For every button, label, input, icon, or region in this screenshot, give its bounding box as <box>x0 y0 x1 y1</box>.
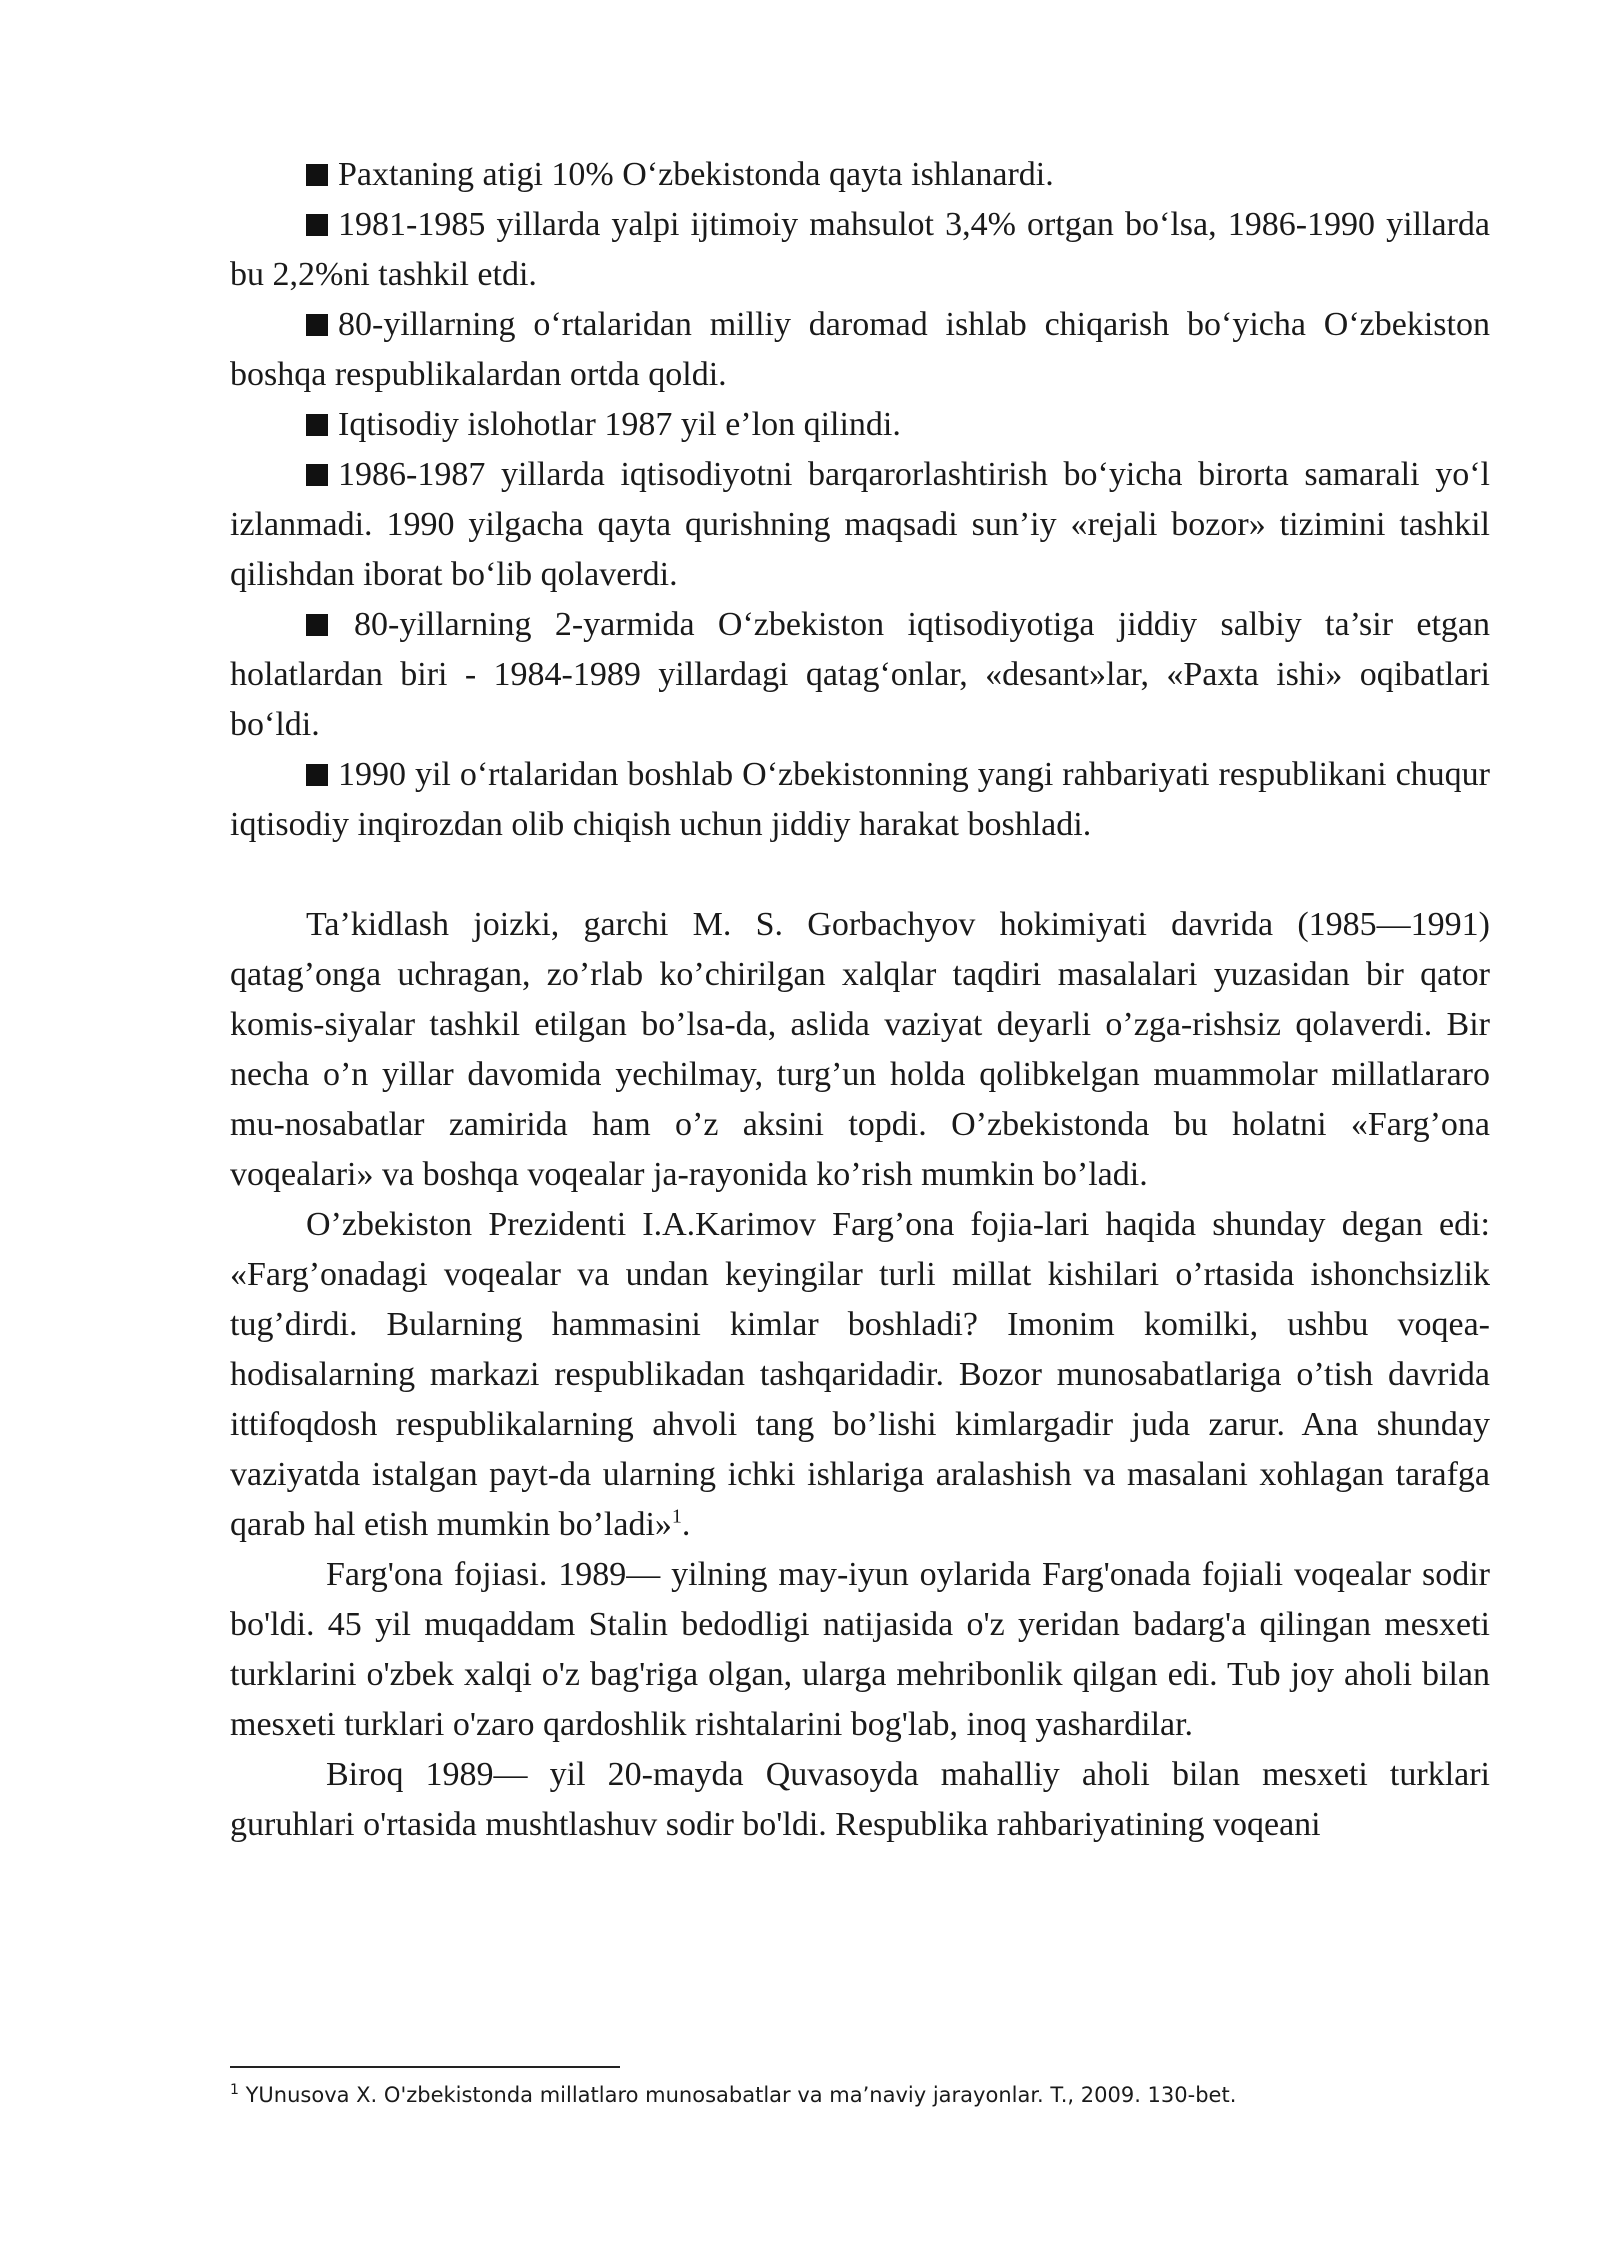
bullet-text: 1986-1987 yillarda iqtisodiyotni barqarorlashtirish bo‘yicha birorta samarali yo‘l izlanmadi. 1990 yilgacha qayta qurishning maqsadi sun’iy «rejali bozor» tizimini tashkil qilishdan iborat bo‘lib qolaverdi. <box>230 456 1490 593</box>
bullet-item <box>230 400 1490 450</box>
square-bullet-icon <box>306 414 328 436</box>
bullet-item <box>230 200 1490 300</box>
bullet-item <box>230 600 1490 750</box>
footnote-text: YUnusova X. O'zbekistonda millatlaro munosabatlar va ma’naviy jarayonlar. T., 2009. 130-bet. <box>238 2083 1237 2107</box>
bullet-item <box>230 750 1490 850</box>
square-bullet-icon <box>306 214 328 236</box>
bullet-text: Paxtaning atigi 10% O‘zbekistonda qayta ishlanardi. <box>338 156 1054 193</box>
bullet-item <box>230 150 1490 200</box>
footnote-number: 1 <box>230 2082 239 2098</box>
square-bullet-icon <box>306 764 328 786</box>
square-bullet-icon <box>306 164 328 186</box>
footnote <box>230 2080 1490 2110</box>
body-paragraph: Biroq 1989— yil 20-mayda Quvasoyda mahalliy aholi bilan mesxeti turklari guruhlari o'rtasida mushtlashuv sodir bo'ldi. Respublika rahbariyatining voqeani <box>230 1756 1490 1843</box>
body-paragraph-quote <box>230 1200 1490 1550</box>
bullet-text: 80-yillarning o‘rtalaridan milliy daromad ishlab chiqarish bo‘yicha O‘zbekiston boshqa respublikalardan ortda qoldi. <box>230 306 1490 393</box>
square-bullet-icon <box>306 314 328 336</box>
quote-text: O’zbekiston Prezidenti I.A.Karimov Farg’ona fojia-lari haqida shunday degan edi: «Farg’onadagi voqealar va undan keyingilar turli millat kishilari o’rtasida ishonchsizlik tug’dirdi. Bularning hammasini kimlar boshladi? Imonim komilki, ushbu voqea-hodisalarning markazi respublikadan tashqaridadir. Bozor munosabatlariga o’tish davrida ittifoqdosh respublikalarning ahvoli tang bo’lishi kimlargadir juda zarur. Ana shunday vaziyatda istalgan payt-da ularning ichki ishlariga aralashish va masalani xohlagan tarafga qarab hal etish mumkin bo’ladi» <box>230 1206 1490 1543</box>
body-paragraph: Ta’kidlash joizki, garchi M. S. Gorbachyov hokimiyati davrida (1985—1991) qatag’onga uchragan, zo’rlab ko’chirilgan xalqlar taqdiri masalalari yuzasidan bir qator komis-siyalar tashkil etilgan bo’lsa-da, aslida vaziyat deyarli o’zga-rishsiz qolaverdi. Bir necha o’n yillar davomida yechilmay, turg’un holda qolibkelgan muammolar millatlararo mu-nosabatlar zamirida ham o’z aksini topdi. O’zbekistonda bu holatni «Farg’ona voqealari» va boshqa voqealar ja-rayonida ko’rish mumkin bo’ladi. <box>230 906 1490 1193</box>
square-bullet-icon <box>306 464 328 486</box>
bullet-item <box>230 300 1490 400</box>
square-bullet-icon <box>306 614 328 636</box>
footnote-separator <box>230 2066 620 2068</box>
footnote-reference[interactable]: 1 <box>671 1505 682 1528</box>
bullet-item <box>230 450 1490 600</box>
bullet-text: 1981-1985 yillarda yalpi ijtimoiy mahsulot 3,4% ortgan bo‘lsa, 1986-1990 yillarda bu 2,2%ni tashkil etdi. <box>230 206 1490 293</box>
bullet-text: Iqtisodiy islohotlar 1987 yil e’lon qilindi. <box>338 406 901 443</box>
bullet-text: 80-yillarning 2-yarmida O‘zbekiston iqtisodiyotiga jiddiy salbiy ta’sir etgan holatlardan biri - 1984-1989 yillardagi qatag‘onlar, «desant»lar, «Paxta ishi» oqibatlari bo‘ldi. <box>230 606 1490 743</box>
body-paragraph: Farg'ona fojiasi. 1989— yilning may-iyun oylarida Farg'onada fojiali voqealar sodir bo'ldi. 45 yil muqaddam Stalin bedodligi natijasida o'z yeridan badarg'a qilingan mesxeti turklarini o'zbek xalqi o'z bag'riga olgan, ularga mehribonlik qilgan edi. Tub joy aholi bilan mesxeti turklari o'zaro qardoshlik rishtalarini bog'lab, inoq yashardilar. <box>230 1556 1490 1743</box>
sentence-end: . <box>681 1506 691 1543</box>
bullet-text: 1990 yil o‘rtalaridan boshlab O‘zbekistonning yangi rahbariyati respublikani chuqur iqtisodiy inqirozdan olib chiqish uchun jiddiy harakat boshladi. <box>230 756 1490 843</box>
document-page <box>230 150 1490 1850</box>
paragraph-gap <box>230 850 1490 900</box>
